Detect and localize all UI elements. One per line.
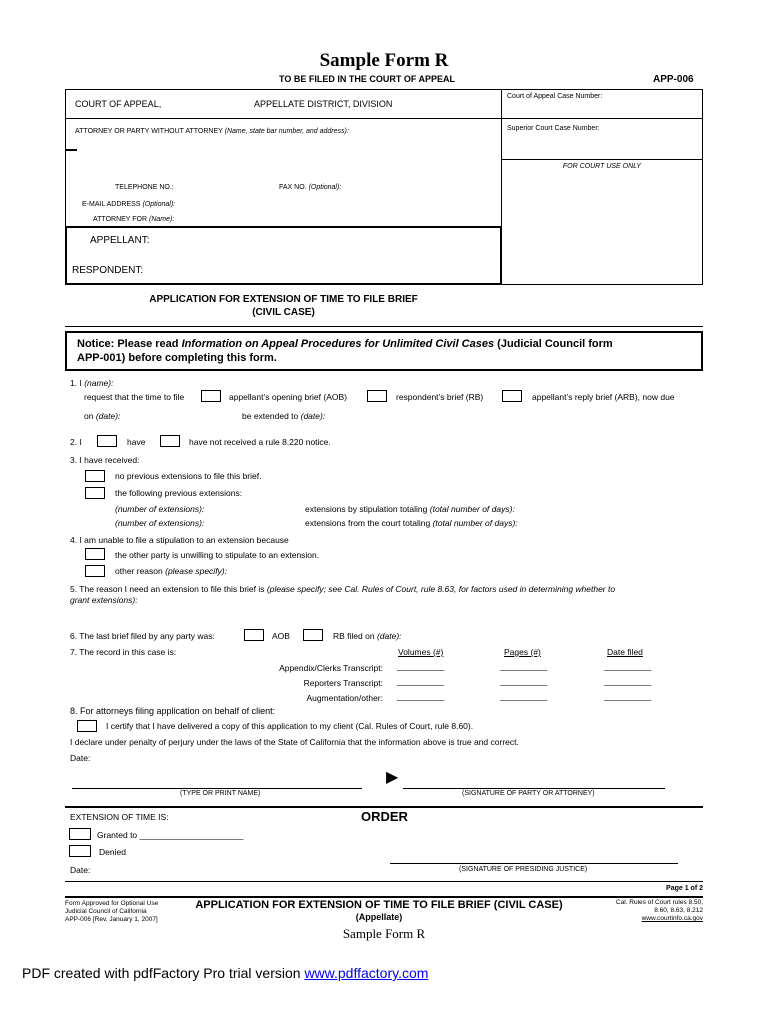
augmentation-date-blank: __________	[604, 691, 652, 701]
courtinfo-link[interactable]: www.courtinfo.ca.gov	[641, 915, 703, 922]
item1-due-date-hint: (date):	[95, 411, 121, 421]
other-reason-checkbox[interactable]	[85, 565, 105, 577]
item1-extended-label: be extended to	[242, 411, 299, 421]
fax-label: FAX NO.	[279, 184, 307, 191]
footer-appellate-label: (Appellate)	[355, 912, 403, 922]
item8-date-label: Date:	[70, 753, 91, 763]
other-reason-hint: (please specify):	[165, 566, 227, 576]
sample-form-caption: Sample Form R	[342, 926, 426, 941]
augmentation-pages-blank: __________	[500, 691, 548, 701]
extension-label: EXTENSION OF TIME IS:	[70, 812, 169, 822]
signature-line	[403, 788, 665, 789]
aob-label: appellant’s opening brief (AOB)	[229, 392, 347, 402]
augmentation-row-label: Augmentation/other:	[306, 693, 383, 703]
court-days-hint: (total number of days):	[432, 518, 518, 528]
appendix-pages-blank: __________	[500, 661, 548, 671]
judicial-council-note: Judicial Council of California	[65, 908, 147, 915]
item3-label: 3. I have received:	[70, 455, 140, 465]
certify-label: I certify that I have delivered a copy of this application to my client (Cal. Rules of Court, rule 8.60).	[106, 721, 474, 731]
item2-number: 2. I	[70, 437, 82, 447]
stipulation-days-hint: (total number of days):	[429, 504, 515, 514]
denied-label: Denied	[99, 847, 126, 857]
last-filed-date-hint: (date):	[376, 631, 402, 641]
have-not-checkbox[interactable]	[160, 435, 180, 447]
email-label: E-MAIL ADDRESS	[82, 201, 141, 208]
date-filed-column-header: Date filed	[607, 647, 643, 657]
attorney-for-hint: (Name):	[149, 216, 175, 223]
stipulation-days-label: extensions by stipulation totaling	[305, 504, 428, 514]
no-extensions-checkbox[interactable]	[85, 470, 105, 482]
notice-doc-title: Information on Appeal Procedures for Unlimited Civil Cases	[181, 338, 495, 350]
item5-lead: 5. The reason I need an extension to file this brief is	[70, 584, 267, 594]
form-title-line1: APPLICATION FOR EXTENSION OF TIME TO FILE BRIEF	[149, 294, 418, 305]
rules-numbers: 8.60, 8.63, 8.212	[654, 907, 703, 914]
page-title: Sample Form R	[319, 50, 449, 71]
signature-arrow-icon: ▶	[386, 769, 399, 786]
print-name-caption: (TYPE OR PRINT NAME)	[180, 790, 261, 797]
title-rule	[65, 326, 703, 327]
rules-reference: Cal. Rules of Court rules 8.50,	[615, 899, 703, 906]
item4-label: 4. I am unable to file a stipulation to an extension because	[70, 535, 289, 545]
rb-label: respondent’s brief (RB)	[396, 392, 484, 402]
case-no-divider	[501, 118, 703, 119]
signature-caption: (SIGNATURE OF PARTY OR ATTORNEY)	[462, 790, 595, 797]
form-revision-note: APP-006 [Rev. January 1, 2007]	[65, 916, 158, 923]
caption-divider	[65, 118, 502, 119]
court-use-label: FOR COURT USE ONLY	[562, 163, 642, 170]
superior-case-number-label: Superior Court Case Number:	[507, 125, 600, 132]
telephone-label: TELEPHONE NO.:	[115, 184, 174, 191]
notice-lead: Notice: Please read	[77, 338, 182, 350]
justice-signature-line	[390, 863, 678, 864]
court-days-label: extensions from the court totaling	[305, 518, 431, 528]
appellant-label: APPELLANT:	[90, 235, 150, 246]
appellate-district-label: APPELLATE DISTRICT, DIVISION	[254, 99, 393, 109]
other-reason-label: other reason	[115, 566, 163, 576]
reporters-pages-blank: __________	[500, 676, 548, 686]
denied-checkbox[interactable]	[69, 845, 91, 857]
attorney-for-label: ATTORNEY FOR	[93, 216, 148, 223]
attorney-label: ATTORNEY OR PARTY WITHOUT ATTORNEY	[75, 128, 223, 135]
court-count-hint: (number of extensions):	[115, 518, 205, 528]
footer-form-title: APPLICATION FOR EXTENSION OF TIME TO FILE BRIEF (CIVIL CASE)	[195, 899, 563, 911]
email-hint: (Optional):	[142, 201, 176, 208]
unwilling-label: the other party is unwilling to stipulate to an extension.	[115, 550, 320, 560]
previous-extensions-label: the following previous extensions:	[115, 488, 243, 498]
appendix-volumes-blank: __________	[397, 661, 445, 671]
appeal-case-number-label: Court of Appeal Case Number:	[507, 93, 603, 100]
form-approval-note: Form Approved for Optional Use	[65, 900, 159, 907]
have-checkbox[interactable]	[97, 435, 117, 447]
notice-tail: (Judicial Council form	[494, 338, 613, 350]
item1-name-hint: (name):	[84, 378, 114, 388]
item8-label: 8. For attorneys filing application on behalf of client:	[70, 706, 276, 716]
attorney-hint: (Name, state bar number, and address):	[224, 128, 349, 135]
rb-checkbox[interactable]	[367, 390, 387, 402]
item5-hint1: (please specify; see Cal. Rules of Court, rule 8.63, for factors used in determining whether to	[266, 584, 616, 594]
volumes-column-header: Volumes (#)	[398, 647, 444, 657]
reporters-volumes-blank: __________	[397, 676, 445, 686]
declaration-text: I declare under penalty of perjury under the laws of the State of California that the information above is true and correct.	[70, 737, 519, 747]
order-heading: ORDER	[361, 809, 408, 824]
arb-checkbox[interactable]	[502, 390, 522, 402]
certify-checkbox[interactable]	[77, 720, 97, 732]
form-title-line2: (CIVIL CASE)	[252, 307, 315, 318]
order-rule	[65, 806, 703, 808]
pdffactory-link[interactable]: www.pdffactory.com	[304, 965, 429, 981]
aob-checkbox[interactable]	[201, 390, 221, 402]
print-name-line	[72, 788, 362, 789]
item6-label: 6. The last brief filed by any party was:	[70, 631, 215, 641]
notice-line2: APP-001) before completing this form.	[77, 352, 277, 364]
fax-hint: (Optional):	[308, 184, 342, 191]
reporters-date-blank: __________	[604, 676, 652, 686]
granted-label: Granted to ______________________	[97, 830, 244, 840]
augmentation-volumes-blank: __________	[397, 691, 445, 701]
margin-mark	[65, 149, 77, 151]
pdf-creator-note: PDF created with pdfFactory Pro trial version	[22, 965, 305, 981]
filing-court-heading: TO BE FILED IN THE COURT OF APPEAL	[279, 74, 456, 84]
item1-extended-date-hint: (date):	[300, 411, 326, 421]
footer-rule	[65, 881, 703, 882]
stipulation-count-hint: (number of extensions):	[115, 504, 205, 514]
pages-column-header: Pages (#)	[504, 647, 541, 657]
footer-thick-rule	[65, 896, 703, 898]
respondent-label: RESPONDENT:	[72, 265, 144, 276]
appendix-row-label: Appendix/Clerks Transcript:	[279, 663, 383, 673]
notice-box	[65, 331, 703, 371]
item7-label: 7. The record in this case is:	[70, 647, 177, 657]
item1-request-text: request that the time to file	[84, 392, 185, 402]
court-of-appeal-label: COURT OF APPEAL,	[75, 99, 162, 109]
last-rb-checkbox[interactable]	[303, 629, 323, 641]
arb-label: appellant’s reply brief (ARB), now due	[532, 392, 675, 402]
item1-on-label: on	[84, 411, 94, 421]
have-label: have	[127, 437, 146, 447]
item1-number: 1. I	[70, 378, 82, 388]
last-aob-label: AOB	[272, 631, 290, 641]
appendix-date-blank: __________	[604, 661, 652, 671]
have-not-label: have not received a rule 8.220 notice.	[189, 437, 331, 447]
unwilling-checkbox[interactable]	[85, 548, 105, 560]
court-use-divider	[501, 159, 703, 160]
last-rb-label: RB filed on	[333, 631, 375, 641]
previous-extensions-checkbox[interactable]	[85, 487, 105, 499]
order-date-label: Date:	[70, 865, 91, 875]
last-aob-checkbox[interactable]	[244, 629, 264, 641]
no-extensions-label: no previous extensions to file this brief.	[115, 471, 262, 481]
page-number: Page 1 of 2	[666, 885, 703, 892]
reporters-row-label: Reporters Transcript:	[303, 678, 383, 688]
justice-signature-caption: (SIGNATURE OF PRESIDING JUSTICE)	[459, 866, 588, 873]
item5-hint2: grant extensions):	[70, 595, 138, 605]
granted-checkbox[interactable]	[69, 828, 91, 840]
form-code: APP-006	[653, 74, 694, 85]
